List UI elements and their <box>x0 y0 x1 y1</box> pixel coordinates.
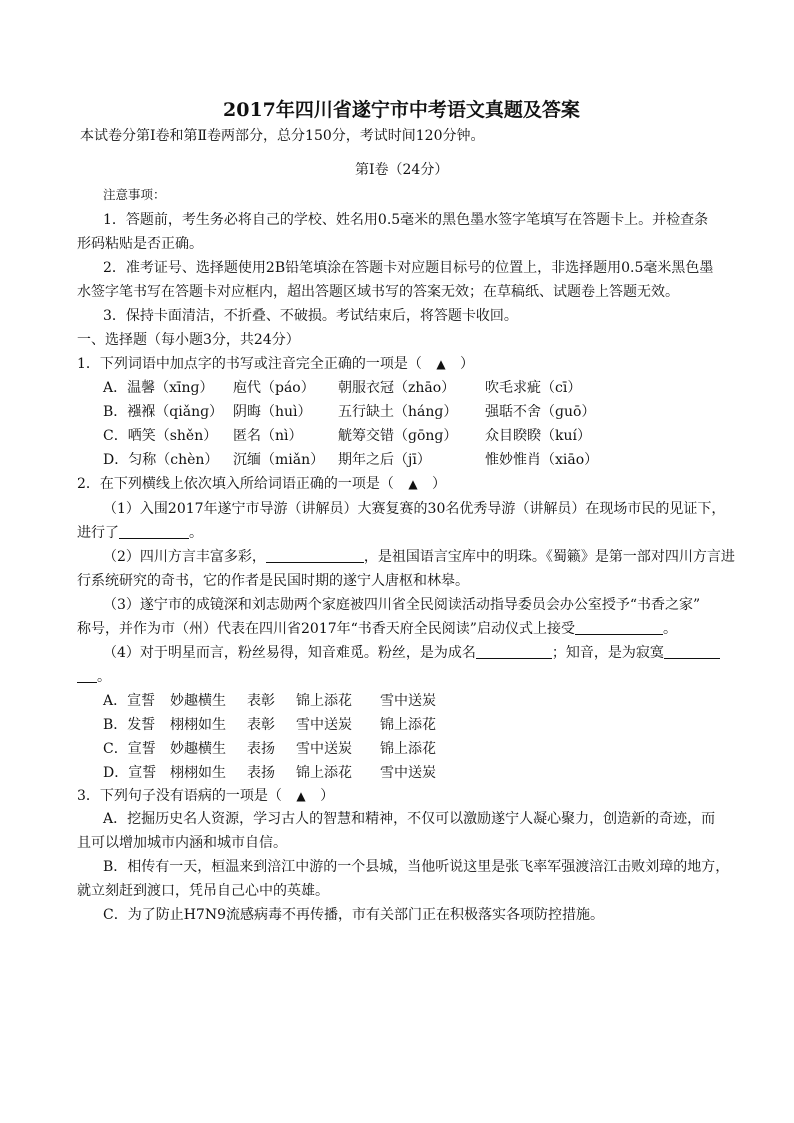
q1-option-a-4: 吹毛求疵（cī） <box>485 380 582 396</box>
q2-option-b-2: 栩栩如生 <box>170 717 226 733</box>
q1-option-a-2: 庖代（páo） <box>233 380 315 396</box>
q2-option-c-2: 妙趣横生 <box>170 741 226 757</box>
fill-blank <box>476 644 552 659</box>
page-title: 2017年四川省遂宁市中考语文真题及答案 <box>223 99 580 121</box>
q2-item-3a: （3）遂宁市的成镜深和刘志勋两个家庭被四川省全民阅读活动指导委员会办公室授予“书香之家” <box>103 597 701 613</box>
q2-option-a-5: 雪中送炭 <box>380 693 436 709</box>
q2-option-d-2: 栩栩如生 <box>170 765 226 781</box>
q2-option-a-3: 表彰 <box>247 693 275 709</box>
notice-item-1a: 1．答题前，考生务必将自己的学校、姓名用0.5毫米的黑色墨水签字笔填写在答题卡上。并检查条 <box>103 212 709 228</box>
question-2-stem: 2．在下列横线上依次填入所给词语正确的一项是（ ▲ ） <box>77 476 447 492</box>
q2-option-b-3: 表彰 <box>247 717 275 733</box>
q2-item-4b: 。 <box>77 667 111 687</box>
q2-item-3b: 称号，并作为市（州）代表在四川省2017年“书香天府全民阅读”启动仪式上接受 。 <box>77 621 677 637</box>
question-1-stem: 1．下列词语中加点字的书写或注音完全正确的一项是（ ▲ ） <box>77 356 475 372</box>
q1-option-d-1: D．匀称（chèn） <box>103 452 219 468</box>
fill-blank <box>266 548 364 563</box>
q2-item-1a: （1）入围2017年遂宁市导游（讲解员）大赛复赛的30名优秀导游（讲解员）在现场市民的见证下， <box>103 501 726 517</box>
q1-option-a-3: 朝服衣冠（zhāo） <box>338 380 456 396</box>
q2-option-a-4: 锦上添花 <box>296 693 352 709</box>
notice-item-2b: 水签字笔书写在答题卡对应框内，超出答题区域书写的答案无效；在草稿纸、试题卷上答题无效。 <box>77 284 679 300</box>
q1-option-a-1: A．温馨（xīnɡ） <box>103 380 214 396</box>
fill-blank <box>575 620 663 635</box>
q2-option-b-5: 锦上添花 <box>380 717 436 733</box>
q3-option-b-line-2: 就立刻赶到渡口，凭吊自己心中的英雄。 <box>77 883 329 899</box>
q2-option-d-3: 表扬 <box>247 765 275 781</box>
q2-option-c-3: 表扬 <box>247 741 275 757</box>
q2-item-4a: （4）对于明星而言，粉丝易得，知音难觅。粉丝，是为成名 ；知音，是为寂寞 <box>103 643 720 663</box>
q1-option-c-2: 匿名（nì） <box>233 428 303 444</box>
notice-heading: 注意事项： <box>103 187 166 202</box>
q1-option-b-2: 阴晦（huì） <box>233 404 312 420</box>
q3-option-a-line-2: 且可以增加城市内涵和城市自信。 <box>77 835 287 851</box>
q2-option-b-1: B．发誓 <box>103 717 156 733</box>
fill-blank <box>664 644 720 659</box>
notice-item-1b: 形码粘贴是否正确。 <box>77 236 203 252</box>
q1-option-c-1: C．哂笑（shěn） <box>103 428 218 444</box>
q2-option-d-4: 锦上添花 <box>296 765 352 781</box>
q2-item-2b: 行系统研究的奇书，它的作者是民国时期的遂宁人唐枢和林皋。 <box>77 573 469 589</box>
q1-option-c-3: 觥筹交错（ɡōnɡ） <box>338 428 458 444</box>
q1-option-b-3: 五行缺土（hánɡ） <box>338 404 458 420</box>
q2-option-d-5: 雪中送炭 <box>380 765 436 781</box>
q2-option-c-1: C．宣誓 <box>103 741 156 757</box>
answer-mark: ▲ <box>436 357 446 371</box>
q1-option-b-4: 强聒不舍（ɡuō） <box>485 404 596 420</box>
answer-mark: ▲ <box>408 477 418 491</box>
fill-blank <box>119 524 189 539</box>
q2-option-c-5: 锦上添花 <box>380 741 436 757</box>
notice-item-3: 3．保持卡面清洁，不折叠、不破损。考试结束后，将答题卡收回。 <box>103 308 518 324</box>
q1-option-c-4: 众目睽睽（kuí） <box>485 428 591 444</box>
q1-option-d-2: 沉缅（miǎn） <box>233 452 325 468</box>
q3-option-c: C．为了防止H7N9流感病毒不再传播，市有关部门正在积极落实各项防控措施。 <box>103 907 604 923</box>
question-3-stem: 3．下列句子没有语病的一项是（ ▲ ） <box>77 788 335 804</box>
fill-blank <box>77 668 97 683</box>
answer-mark: ▲ <box>296 789 306 803</box>
exam-intro: 本试卷分第Ⅰ卷和第Ⅱ卷两部分，总分150分，考试时间120分钟。 <box>80 128 485 144</box>
q2-option-a-2: 妙趣横生 <box>170 693 226 709</box>
notice-item-2a: 2．准考证号、选择题使用2B铅笔填涂在答题卡对应题目标号的位置上，非选择题用0.5毫米黑色墨 <box>103 260 714 276</box>
q1-option-d-4: 惟妙惟肖（xiāo） <box>485 452 599 468</box>
q3-option-a-line-1: A．挖掘历史名人资源，学习古人的智慧和精神，不仅可以激励遂宁人凝心聚力，创造新的奇迹，而 <box>103 811 716 827</box>
q2-option-c-4: 雪中送炭 <box>296 741 352 757</box>
q2-option-d-1: D．宣誓 <box>103 765 157 781</box>
q2-option-b-4: 雪中送炭 <box>296 717 352 733</box>
q1-option-d-3: 期年之后（jī） <box>338 452 431 468</box>
q2-option-a-1: A．宣誓 <box>103 693 156 709</box>
q1-option-b-1: B．襁褓（qiǎnɡ） <box>103 404 224 420</box>
q3-option-b-line-1: B．相传有一天，桓温来到涪江中游的一个县城，当他听说这里是张飞率军强渡涪江击败刘璋的地方， <box>103 859 730 875</box>
q2-item-2a: （2）四川方言丰富多彩， ，是祖国语言宝库中的明珠。《蜀籁》是第一部对四川方言进 <box>103 549 735 565</box>
part-heading: 第Ⅰ卷（24分） <box>355 162 449 178</box>
section-heading: 一、选择题（每小题3分，共24分） <box>77 332 300 348</box>
q2-item-1b: 进行了 。 <box>77 525 203 541</box>
